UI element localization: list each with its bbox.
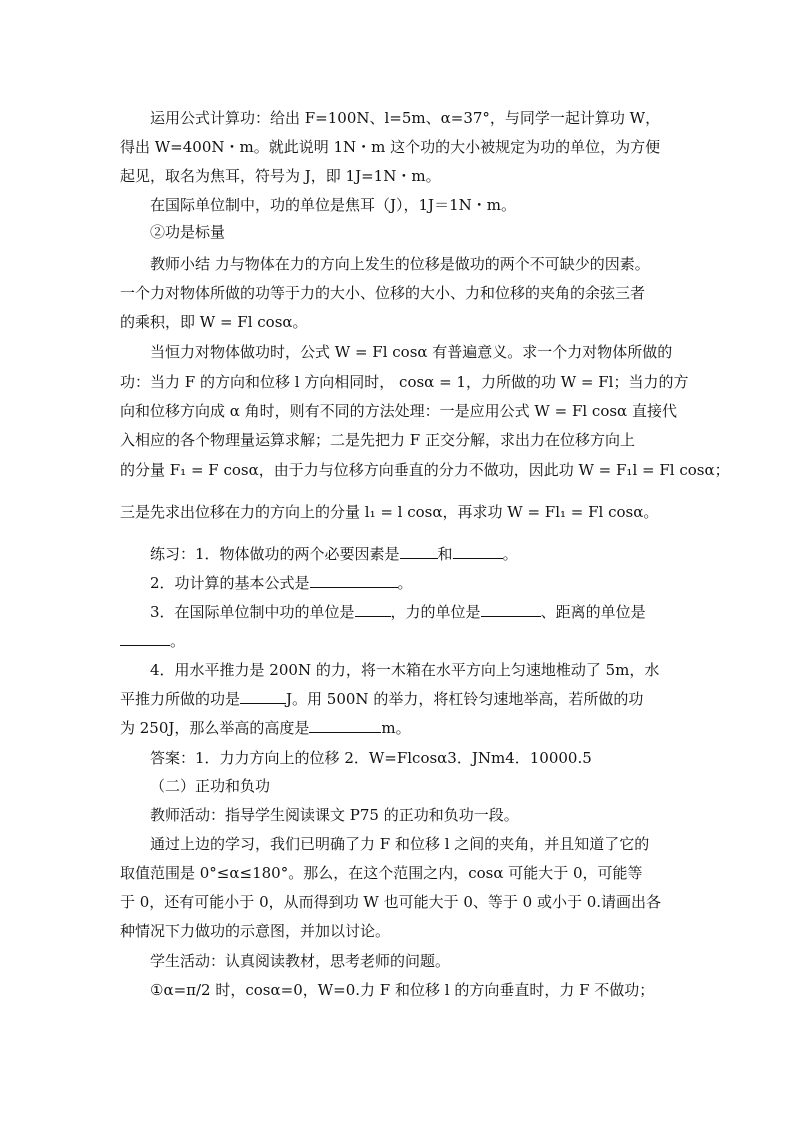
text-line: 于 0，还有可能小于 0，从而得到功 W 也可能大于 0、等于 0 或小于 0.请画出各 <box>120 893 662 911</box>
text-line: 教师小结 力与物体在力的方向上发生的位移是做功的两个不可缺少的因素。 <box>150 255 650 273</box>
exercise-q4-cont: 为 250J，那么举高的高度是 m。 <box>120 719 411 737</box>
text-line: 通过上边的学习，我们已明确了力 F 和位移 l 之间的夹角，并且知道了它的 <box>150 835 650 853</box>
section-heading: （二）正功和负功 <box>150 777 271 795</box>
answer-blank <box>481 602 541 617</box>
exercise-q4-cont: 平推力所做的功是 J。用 500N 的举力，将杠铃匀速地举高，若所做的功 <box>120 690 644 708</box>
formula-line: 的乘积，即 W = Fl cosα。 <box>120 313 308 331</box>
text-line: 运用公式计算功：给出 F=100N、l=5m、α=37°，与同学一起计算功 W， <box>150 109 661 127</box>
text-line: 向和位移方向成 α 角时，则有不同的方法处理：一是应用公式 W = Fl cosα 直接代 <box>120 402 677 420</box>
exercise-q3-cont: 。 <box>120 631 680 653</box>
exercise-q1: 练习：1．物体做功的两个必要因素是 和 。 <box>150 545 518 563</box>
text-line: 三是先求出位移在力的方向上的分量 l₁ = l cosα，再求功 W = Fl₁ = Fl cosα。 <box>120 503 659 521</box>
text-line: 种情况下力做功的示意图，并加以讨论。 <box>120 922 391 940</box>
text-line: 功：当力 F 的方向和位移 l 方向相同时， cosα = 1，力所做的功 W = Fl；当力的方 <box>120 373 689 391</box>
text-line: ②功是标量 <box>150 223 226 241</box>
answer-blank <box>310 573 398 588</box>
answer-line: 答案：1．力力方向上的位移 2．W=Flcosα3．JNm4．10000.5 <box>150 749 592 767</box>
exercise-q4: 4．用水平推力是 200N 的力，将一木箱在水平方向上匀速地椎动了 5m，水 <box>150 661 660 679</box>
exercise-q2: 2．功计算的基本公式是 。 <box>150 574 413 592</box>
text-line: 学生活动：认真阅读教材，思考老师的问题。 <box>150 952 451 970</box>
text-line: 在国际单位制中，功的单位是焦耳（J），1J＝1N・m。 <box>150 196 516 214</box>
text-line: 取值范围是 0°≤α≤180°。那么，在这个范围之内，cosα 可能大于 0，可能等 <box>120 864 643 882</box>
text-line: 入相应的各个物理量运算求解；二是先把力 F 正交分解，求出力在位移方向上 <box>120 431 635 449</box>
text-line: 得出 W=400N・m。就此说明 1N・m 这个功的大小被规定为功的单位，为方便 <box>120 138 661 156</box>
text-line: 起见，取名为焦耳，符号为 J，即 1J=1N・m。 <box>120 167 441 185</box>
answer-blank <box>120 631 170 646</box>
text-line: 教师活动：指导学生阅读课文 P75 的正功和负功一段。 <box>150 806 519 824</box>
answer-blank <box>355 602 391 617</box>
answer-blank <box>309 718 381 733</box>
text-line: ①α=π/2 时，cosα=0，W=0.力 F 和位移 l 的方向垂直时，力 F 不做功； <box>150 981 655 999</box>
answer-blank <box>240 689 286 704</box>
text-line: 当恒力对物体做功时，公式 W = Fl cosα 有普遍意义。求一个力对物体所做的 <box>150 343 673 361</box>
text-line: 一个力对物体所做的功等于力的大小、位移的大小、力和位移的夹角的余弦三者 <box>120 284 646 302</box>
answer-blank <box>400 544 438 559</box>
text-line: 的分量 F₁ = F cosα，由于力与位移方向垂直的分力不做功，因此功 W = F₁l = Fl cosα； <box>120 461 730 479</box>
exercise-q3: 3．在国际单位制中功的单位是 ，力的单位是 、距离的单位是 <box>150 603 646 621</box>
answer-blank <box>453 544 503 559</box>
